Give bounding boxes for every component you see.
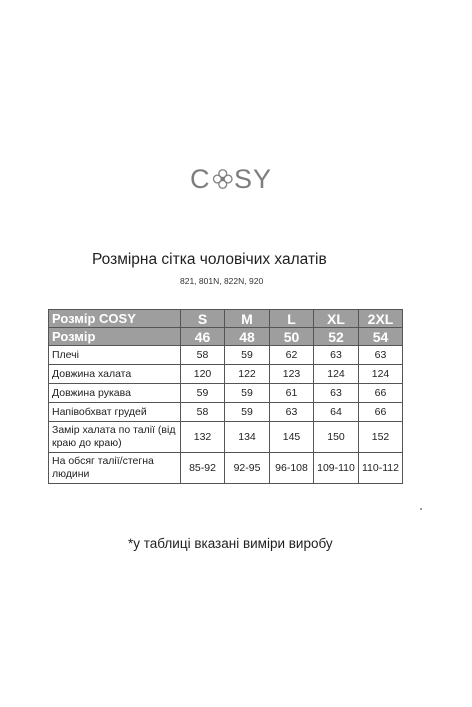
row-label: Довжина халата xyxy=(49,365,181,384)
table-cell: 85-92 xyxy=(181,453,225,484)
logo-text-left: C xyxy=(190,163,211,194)
table-cell: 64 xyxy=(314,403,359,422)
header-label: Розмір COSY xyxy=(49,310,181,328)
table-cell: 124 xyxy=(359,365,403,384)
header-cell: 48 xyxy=(225,328,270,346)
table-cell: 120 xyxy=(181,365,225,384)
header-cell: XL xyxy=(314,310,359,328)
table-cell: 122 xyxy=(225,365,270,384)
table-row xyxy=(49,403,403,422)
table-row xyxy=(49,384,403,403)
table-cell: 63 xyxy=(314,346,359,365)
header-cell: S xyxy=(181,310,225,328)
header-row-cosy-size xyxy=(49,310,403,328)
table-cell: 59 xyxy=(181,384,225,403)
table-cell: 132 xyxy=(181,422,225,453)
table-cell: 58 xyxy=(181,403,225,422)
row-label: Замір халата по талії (від краю до краю) xyxy=(49,422,181,453)
table-cell: 124 xyxy=(314,365,359,384)
size-table xyxy=(48,309,403,484)
header-cell: 54 xyxy=(359,328,403,346)
table-cell: 109-110 xyxy=(314,453,359,484)
table-cell: 96-108 xyxy=(270,453,314,484)
table-cell: 59 xyxy=(225,384,270,403)
header-cell: M xyxy=(225,310,270,328)
table-cell: 152 xyxy=(359,422,403,453)
flower-o-icon xyxy=(212,168,233,190)
header-row-size xyxy=(49,328,403,346)
header-label: Розмір xyxy=(49,328,181,346)
table-cell: 63 xyxy=(314,384,359,403)
table-cell: 59 xyxy=(225,346,270,365)
table-cell: 123 xyxy=(270,365,314,384)
table-row xyxy=(49,453,403,484)
table-cell: 134 xyxy=(225,422,270,453)
table-cell: 92-95 xyxy=(225,453,270,484)
logo-text-right: SY xyxy=(233,163,272,194)
table-row xyxy=(49,422,403,453)
header-cell: 46 xyxy=(181,328,225,346)
row-label: Плечі xyxy=(49,346,181,365)
header-cell: 52 xyxy=(314,328,359,346)
table-cell: 63 xyxy=(270,403,314,422)
model-numbers: 821, 801N, 822N, 920 xyxy=(180,276,264,286)
header-cell: 50 xyxy=(270,328,314,346)
table-cell: 58 xyxy=(181,346,225,365)
header-cell: L xyxy=(270,310,314,328)
page-title: Розмірна сітка чоловічих халатів xyxy=(92,251,327,268)
cosy-logo xyxy=(190,164,272,194)
table-cell: 145 xyxy=(270,422,314,453)
table-cell: 59 xyxy=(225,403,270,422)
table-cell: 62 xyxy=(270,346,314,365)
table-cell: 66 xyxy=(359,384,403,403)
table-row xyxy=(49,365,403,384)
header-cell: 2XL xyxy=(359,310,403,328)
footnote: *у таблиці вказані виміри виробу xyxy=(128,536,333,551)
table-cell: 63 xyxy=(359,346,403,365)
stray-dot xyxy=(420,508,422,510)
table-cell: 110-112 xyxy=(359,453,403,484)
table-row xyxy=(49,346,403,365)
row-label: Довжина рукава xyxy=(49,384,181,403)
table-cell: 66 xyxy=(359,403,403,422)
row-label: На обсяг талії/стегна людини xyxy=(49,453,181,484)
row-label: Напівобхват грудей xyxy=(49,403,181,422)
table-cell: 150 xyxy=(314,422,359,453)
table-cell: 61 xyxy=(270,384,314,403)
